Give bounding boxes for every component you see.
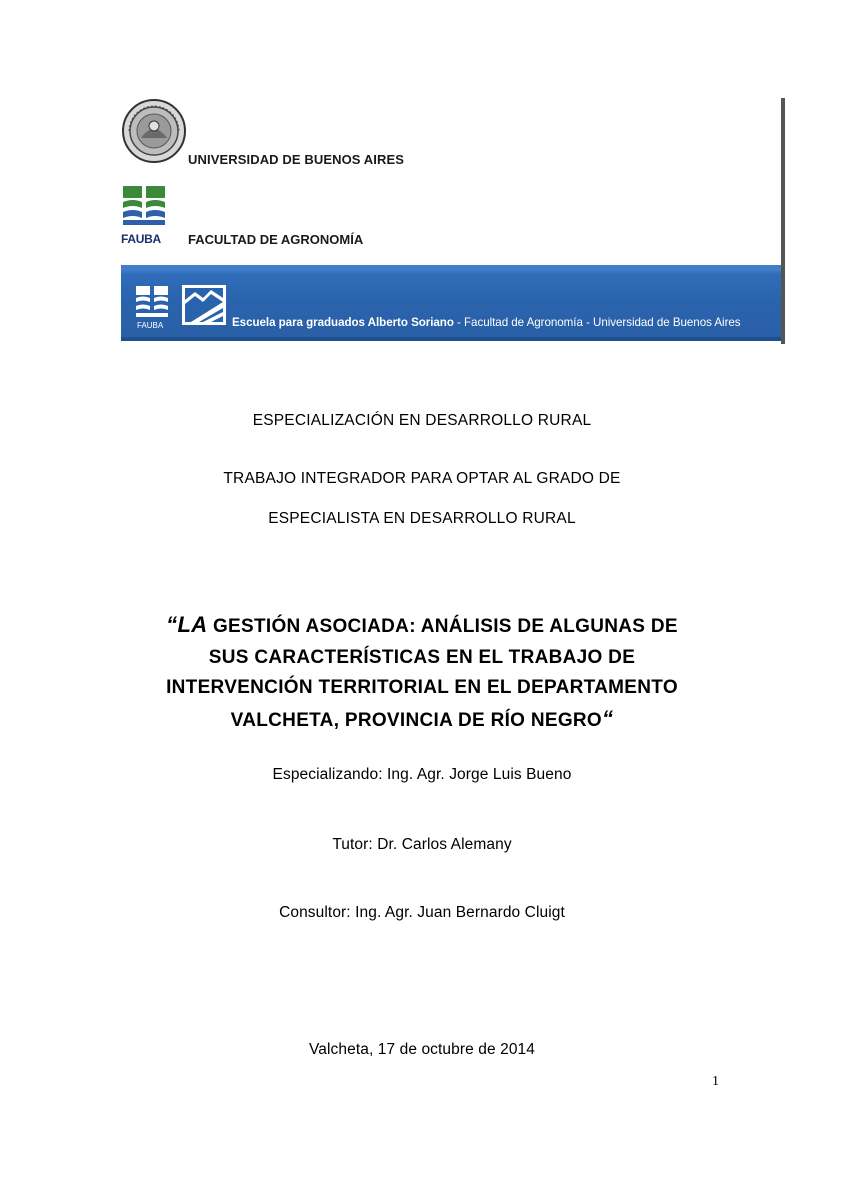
tutor-line: Tutor: Dr. Carlos Alemany [332, 836, 512, 853]
banner-top-line [121, 265, 781, 269]
title-line-1: “LA GESTIÓN ASOCIADA: ANÁLISIS DE ALGUNAS DE [166, 612, 678, 637]
banner-caption [232, 316, 741, 329]
fauba-logo-text: FAUBA [121, 232, 161, 246]
consultant-line: Consultor: Ing. Agr. Juan Bernardo Cluigt [279, 904, 565, 921]
faculty-name: FACULTAD DE AGRONOMÍA [188, 232, 364, 247]
fauba-logo-icon [121, 184, 167, 226]
institution-header [121, 98, 786, 344]
degree-line-1: TRABAJO INTEGRADOR PARA OPTAR AL GRADO DE [223, 470, 621, 487]
banner-fauba-logo-icon [135, 285, 169, 319]
graduate-school-banner [121, 265, 781, 341]
thesis-title [0, 610, 844, 736]
uba-seal-icon [121, 98, 187, 164]
header-divider [781, 98, 785, 344]
title-line-2: SUS CARACTERÍSTICAS EN EL TRABAJO DE [208, 646, 636, 668]
banner-fauba-label: FAUBA [137, 321, 164, 330]
title-line-3: INTERVENCIÓN TERRITORIAL EN EL DEPARTAMENTO [166, 677, 678, 698]
page-number: 1 [712, 1074, 719, 1089]
banner-bottom-line [121, 337, 781, 341]
title-close-quote: “ [602, 705, 614, 731]
banner-caption-school: Escuela para graduados Alberto Soriano [232, 316, 454, 329]
author-line: Especializando: Ing. Agr. Jorge Luis Bueno [272, 766, 572, 783]
place-date-line: Valcheta, 17 de octubre de 2014 [308, 1041, 535, 1058]
title-line-4: VALCHETA, PROVINCIA DE RÍO NEGRO“ [230, 705, 614, 731]
title-open-quote: “LA [166, 612, 208, 637]
banner-caption-rest: - Facultad de Agronomía - Universidad de Buenos Aires [453, 316, 741, 329]
graduate-school-logo-icon [181, 284, 227, 326]
university-name: UNIVERSIDAD DE BUENOS AIRES [188, 152, 405, 167]
specialization-line: ESPECIALIZACIÓN EN DESARROLLO RURAL [252, 412, 592, 429]
degree-line-2: ESPECIALISTA EN DESARROLLO RURAL [268, 510, 576, 527]
